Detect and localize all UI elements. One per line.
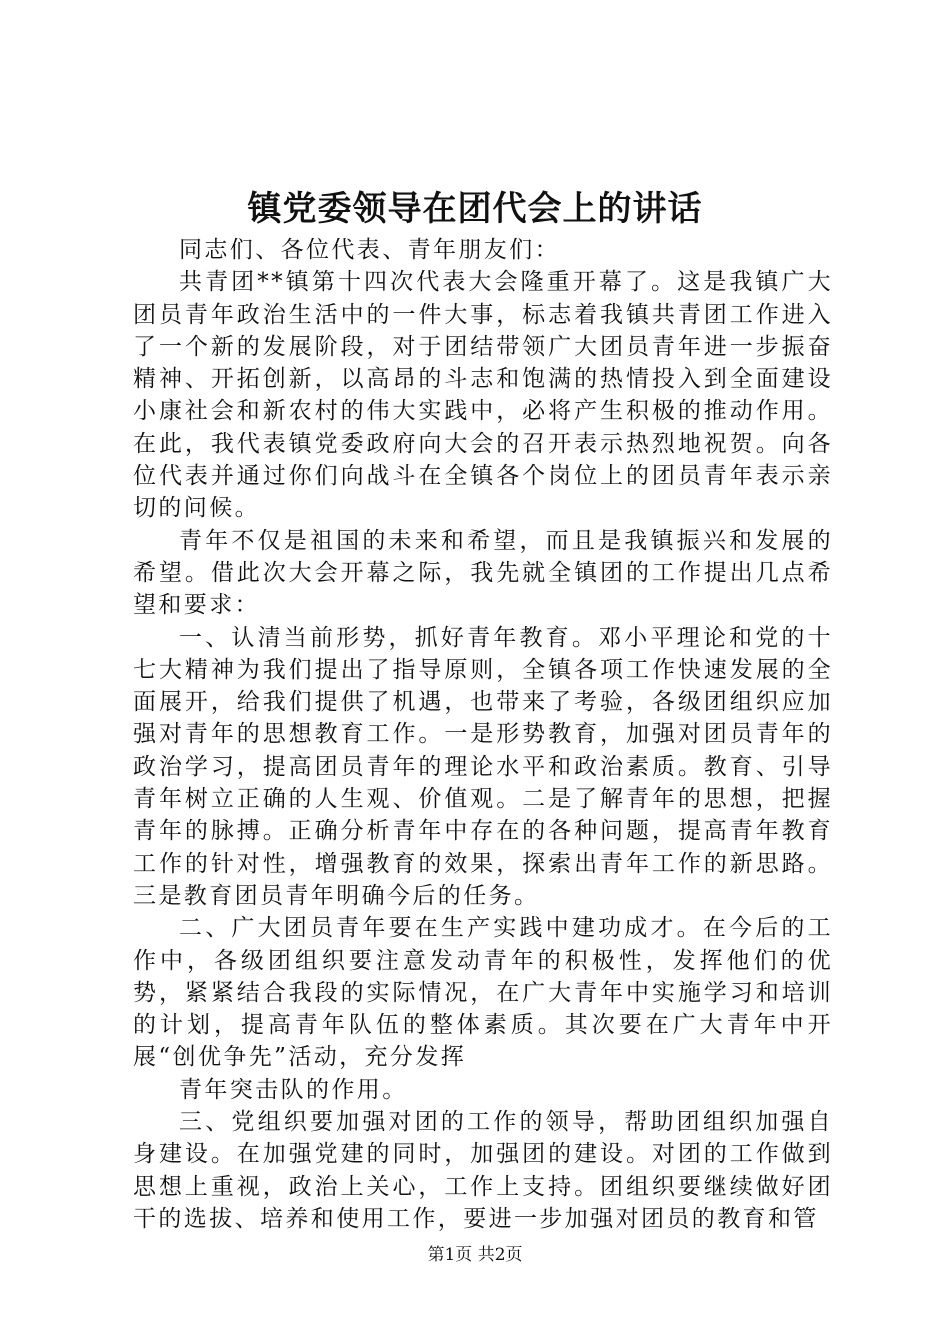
document-title: 镇党委领导在团代会上的讲话 xyxy=(247,189,703,229)
body-paragraph: 青年突击队的作用。 xyxy=(179,1076,408,1103)
salutation-paragraph: 同志们、各位代表、青年朋友们： xyxy=(179,237,560,263)
body-paragraph: 二、广大团员青年要在生产实践中建功成才。在今后的工作中，各级团组织要注意发动青年的积极性，发挥他们的优势，紧紧结合我段的实际情况，在广大青年中实施学习和培训的计划，提高青年队伍的整体素质。其次要在广大青年中开展“创优争先”活动，充分发挥 xyxy=(133,915,833,1071)
page-number-footer: 第1页 共2页 xyxy=(427,1245,523,1265)
body-paragraph: 三、党组织要加强对团的工作的领导，帮助团组织加强自身建设。在加强党建的同时，加强团的建设。对团的工作做到思想上重视，政治上关心，工作上支持。团组织要继续做好团干的选拔、培养和使用工作，要进一步加强对团员的教育和管 xyxy=(133,1109,833,1232)
body-paragraph: 共青团**镇第十四次代表大会隆重开幕了。这是我镇广大团员青年政治生活中的一件大事，标志着我镇共青团工作进入了一个新的发展阶段，对于团结带领广大团员青年进一步振奋精神、开拓创新，以高昂的斗志和饱满的热情投入到全面建设小康社会和新农村的伟大实践中，必将产生积极的推动作用。在此，我代表镇党委政府向大会的召开表示热烈地祝贺。向各位代表并通过你们向战斗在全镇各个岗位上的团员青年表示亲切的问候。 xyxy=(133,269,833,522)
body-paragraph: 一、认清当前形势，抓好青年教育。邓小平理论和党的十七大精神为我们提出了指导原则，全镇各项工作快速发展的全面展开，给我们提供了机遇，也带来了考验，各级团组织应加强对青年的思想教育工作。一是形势教育，加强对团员青年的政治学习，提高团员青年的理论水平和政治素质。教育、引导青年树立正确的人生观、价值观。二是了解青年的思想，把握青年的脉搏。正确分析青年中存在的各种问题，提高青年教育工作的针对性，增强教育的效果，探索出青年工作的新思路。三是教育团员青年明确今后的任务。 xyxy=(133,624,833,909)
document-body xyxy=(133,234,833,1235)
body-paragraph: 青年不仅是祖国的未来和希望，而且是我镇振兴和发展的希望。借此次大会开幕之际，我先就全镇团的工作提出几点希望和要求： xyxy=(133,527,833,619)
